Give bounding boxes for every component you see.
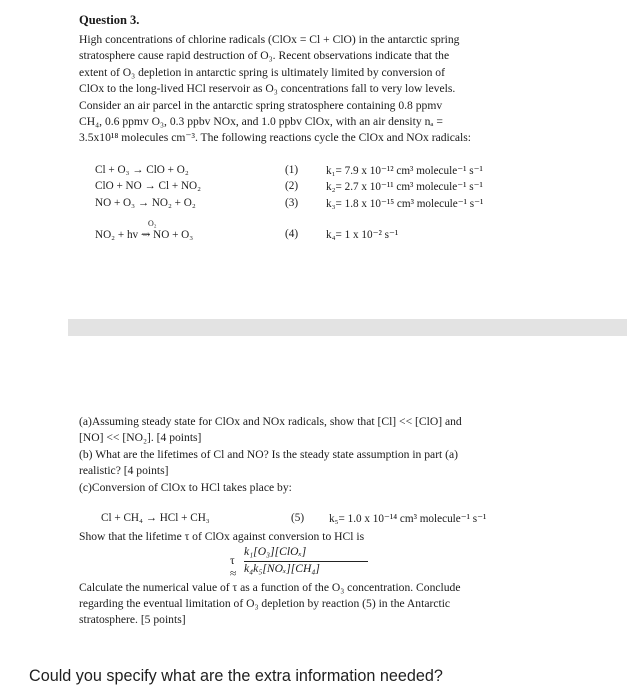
reaction-3-number: (3) — [285, 197, 299, 209]
reaction-4-number: (4) — [285, 228, 299, 240]
calc-line: stratosphere. [5 points] — [79, 613, 186, 626]
reaction-5-rate: k₅= 1.0 x 10⁻¹⁴ cm³ molecule⁻¹ s⁻¹ — [329, 513, 487, 525]
part-c-calculation — [79, 580, 545, 628]
formula-lhs: τ ≈ — [230, 554, 237, 580]
intro-line: High concentrations of chlorine radicals (ClOx = Cl + ClO) in the antarctic spring — [79, 33, 460, 46]
user-question: Could you specify what are the extra information needed? — [29, 667, 443, 685]
reaction-5-equation: Cl + CH₄ → HCl + CH₃ — [101, 512, 210, 524]
reaction-3-equation: NO + O₃ → NO₂ + O₂ — [95, 197, 196, 209]
part-c-intro: (c)Conversion of ClOx to HCl takes place by: — [79, 481, 292, 494]
reaction-1-rate: k₁= 7.9 x 10⁻¹² cm³ molecule⁻¹ s⁻¹ — [326, 165, 483, 177]
reaction-3-rate: k₃= 1.8 x 10⁻¹⁵ cm³ molecule⁻¹ s⁻¹ — [326, 198, 484, 210]
intro-line: extent of O₃ depletion in antarctic spring is ultimately limited by conversion of — [79, 65, 445, 79]
reaction-4-equation: NO₂ + hv ⇝ NO + O₃ — [95, 229, 194, 241]
calc-line: regarding the eventual limitation of O₃ depletion by reaction (5) in the Antarctic — [79, 597, 451, 610]
intro-line: CH₄, 0.6 ppmv O₃, 0.3 ppbv NOx, and 1.0 ppbv ClOx, with an air density nₐ = — [79, 115, 443, 129]
part-a-line: [NO] << [NO₂]. [4 points] — [79, 431, 202, 444]
intro-line: ClOx to the long-lived HCl reservoir as O₃ concentrations fall to very low levels. — [79, 82, 456, 96]
reaction-5-number: (5) — [291, 512, 305, 524]
reaction-2-number: (2) — [285, 180, 299, 192]
part-b-line: (b) What are the lifetimes of Cl and NO? Is the steady state assumption in part (a) — [79, 448, 459, 461]
part-a — [79, 414, 545, 446]
show-lifetime-text: Show that the lifetime τ of ClOx against conversion to HCl is — [79, 530, 365, 543]
separator-band — [68, 319, 627, 336]
reaction-1-number: (1) — [285, 164, 299, 176]
part-b-line: realistic? [4 points] — [79, 464, 169, 477]
reaction-4-over-arrow: O₂ — [148, 219, 157, 228]
part-a-line: (a)Assuming steady state for ClOx and NOx radicals, show that [Cl] << [ClO] and — [79, 415, 462, 428]
intro-line: 3.5x10¹⁸ molecules cm⁻³. The following reactions cycle the ClOx and NOx radicals: — [79, 131, 471, 145]
formula-numerator: k₁[O₃][ClOₓ] — [244, 545, 307, 558]
part-b — [79, 447, 545, 479]
question-title: Question 3. — [79, 13, 140, 27]
formula-denominator: k₄k₅[NOₓ][CH₄] — [244, 562, 320, 575]
intro-line: stratosphere cause rapid destruction of O₃. Recent observations indicate that the — [79, 49, 450, 63]
intro-paragraph — [79, 32, 545, 147]
reaction-2-rate: k₂= 2.7 x 10⁻¹¹ cm³ molecule⁻¹ s⁻¹ — [326, 181, 483, 193]
calc-line: Calculate the numerical value of τ as a function of the O₃ concentration. Conclude — [79, 581, 461, 594]
intro-line: Consider an air parcel in the antarctic spring stratosphere containing 0.8 ppmv — [79, 98, 443, 112]
reaction-2-equation: ClO + NO → Cl + NO₂ — [95, 180, 202, 192]
reaction-1-equation: Cl + O₃ → ClO + O₂ — [95, 164, 189, 176]
reaction-4-rate: k₄= 1 x 10⁻² s⁻¹ — [326, 229, 399, 241]
